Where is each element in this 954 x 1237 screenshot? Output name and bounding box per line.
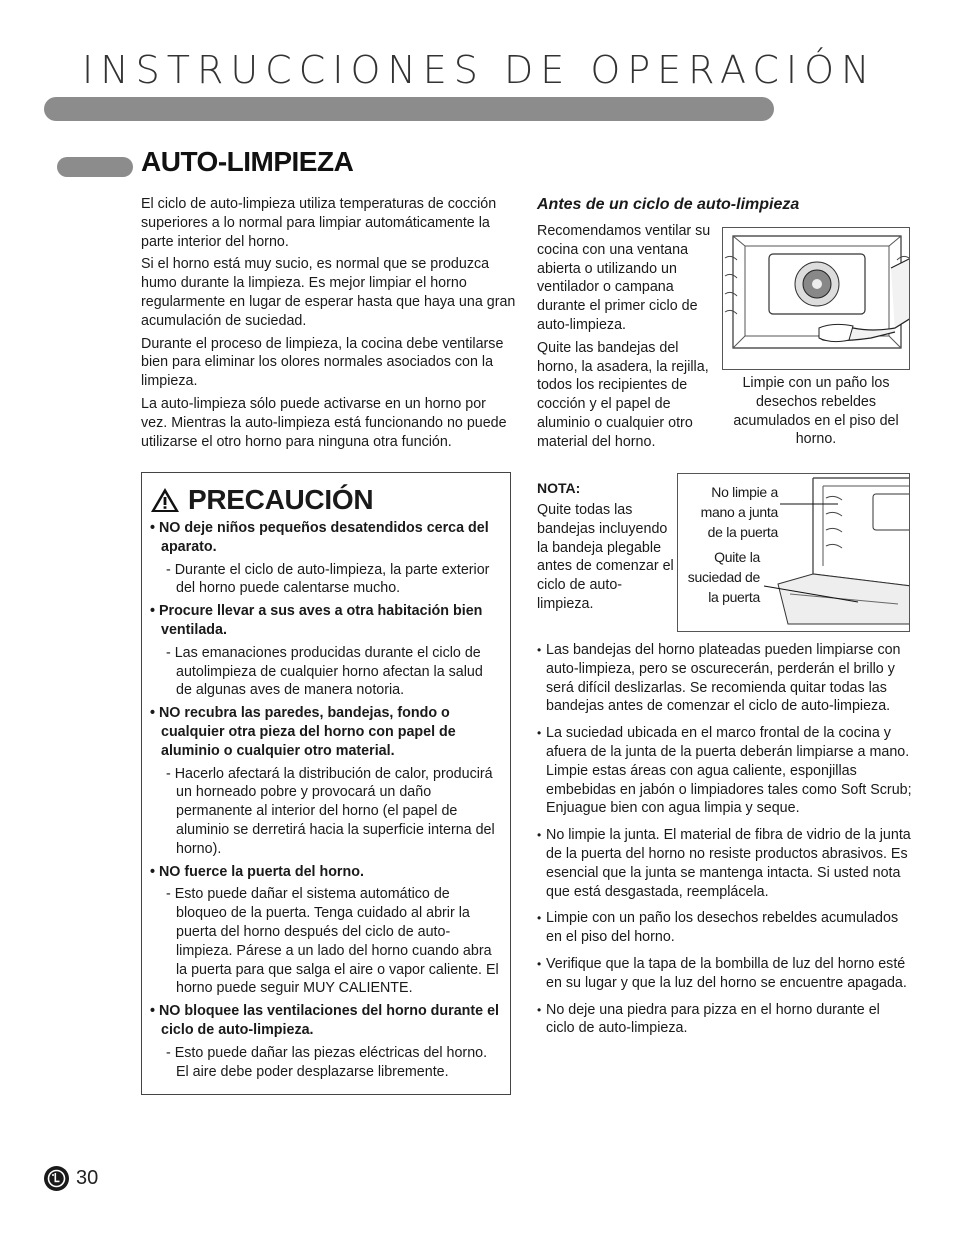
page-header-title: INSTRUCCIONES DE OPERACIÓN (82, 48, 877, 92)
caution-detail: - Hacerlo afectará la distribución de calor, producirá un horneado pobre y provocará un daño permanente al interior del horno (el papel de aluminio se derretirá hacia la superficie interna del horno). (166, 765, 495, 857)
list-item: • Las bandejas del horno plateadas pueden limpiarse con auto-limpieza, pero se oscurecerán, perderán el brillo y será difícil deslizarlas. Se recomienda quitar todas las bandejas antes de comenzar el ciclo de auto-limpieza. (537, 641, 912, 716)
caution-detail: - Durante el ciclo de auto-limpieza, la parte exterior del horno puede calentarse mucho. (166, 561, 490, 597)
caution-item: • NO fuerce la puerta del horno. (150, 863, 364, 880)
before-paragraph: Recomendamos ventilar su cocina con una ventana abierta o utilizando un ventilador o campana durante el primer ciclo de auto-limpieza. (537, 223, 711, 333)
intro-paragraph: Durante el proceso de limpieza, la cocina debe ventilarse bien para eliminar los olores normales asociados con la limpieza. (141, 335, 504, 390)
intro-paragraph: Si el horno está muy sucio, es normal que se produzca humo durante la limpieza. Es mejor limpiar el horno regularmente en lugar de esperar hasta que haya una gran acumulación de suciedad. (141, 256, 516, 329)
before-cycle-text (537, 222, 719, 456)
section-pill (57, 157, 133, 177)
before-cycle-heading: Antes de un ciclo de auto-limpieza (537, 196, 800, 213)
caution-detail: - Esto puede dañar las piezas eléctricas del horno. El aire debe poder desplazarse libremente. (166, 1044, 488, 1080)
lg-logo-icon (44, 1166, 69, 1191)
caution-item: • Procure llevar a sus aves a otra habitación bien ventilada. (150, 603, 483, 638)
caution-item: • NO deje niños pequeños desatendidos cerca del aparato. (150, 520, 489, 555)
caution-detail: - Las emanaciones producidas durante el ciclo de autolimpieza de cualquier horno afectan la salud de algunas aves de manera notoria. (166, 644, 483, 699)
list-item: • No deje una piedra para pizza en el horno durante el ciclo de auto-limpieza. (537, 1001, 912, 1039)
figure-label-gasket: No limpie a mano a junta de la puerta (700, 484, 778, 540)
header-bar (44, 97, 774, 121)
caution-detail: - Esto puede dañar el sistema automático de bloqueo de la puerta. Tenga cuidado al abrir la puerta del horno después del ciclo de auto-limpieza. Párese a un lado del horno cuando abra la puerta para que salga el aire o vapor caliente. El horno puede seguir MUY CALIENTE. (166, 886, 499, 997)
list-item: • Verifique que la tapa de la bombilla de luz del horno esté en su lugar y que la luz del horno se encuentre apagada. (537, 955, 912, 993)
note-text: Quite todas las bandejas incluyendo la bandeja plegable antes de comenzar el ciclo de auto-limpieza. (537, 502, 674, 612)
caution-item: • NO recubra las paredes, bandejas, fondo o cualquier otra pieza del horno con papel de aluminio o cualquier otro material. (150, 705, 456, 759)
list-item: • No limpie la junta. El material de fibra de vidrio de la junta de la puerta del horno no resiste productos abrasivos. Es esencial que la junta se mantenga intacta. Si usted nota que está desgastada, reemplácela. (537, 826, 912, 901)
page-number: 30 (76, 1167, 99, 1189)
section-title: AUTO-LIMPIEZA (141, 146, 354, 177)
note-label: NOTA: (537, 480, 581, 496)
list-item: • La suciedad ubicada en el marco frontal de la cocina y afuera de la junta de la puerta deberán limpiarse a mano. Limpie estas áreas con agua caliente, esponjillas embebidas en jabón o limpiadores tales como Soft Scrub; Enjuague bien con agua limpia y seque. (537, 724, 912, 818)
before-paragraph: Quite las bandejas del horno, la asadera, la rejilla, todos los recipientes de cocción y el papel de aluminio o cualquier otro material del horno. (537, 339, 709, 450)
caution-title: PRECAUCIÓN (188, 484, 374, 515)
intro-paragraph: El ciclo de auto-limpieza utiliza temperaturas de cocción superiores a lo normal para limpiar automáticamente la parte interior del horno. (141, 196, 497, 250)
warning-icon (150, 487, 180, 513)
figure-label-door-soil: Quite la suciedad de la puerta (687, 549, 760, 605)
caution-box (141, 472, 511, 1095)
page-footer (44, 1166, 98, 1191)
list-item: • Limpie con un paño los desechos rebeldes acumulados en el piso del horno. (537, 909, 912, 947)
oven-cleaning-illustration (722, 227, 910, 370)
caution-header (150, 485, 500, 515)
cleaning-tips-list (537, 641, 912, 1046)
intro-text (141, 195, 516, 455)
intro-paragraph: La auto-limpieza sólo puede activarse en un horno por vez. Mientras la auto-limpieza está funcionando no puede utilizarse el otro horno para ninguna otra función. (141, 395, 507, 450)
caution-item: • NO bloquee las ventilaciones del horno durante el ciclo de auto-limpieza. (150, 1003, 499, 1038)
figure-caption: Limpie con un paño los desechos rebeldes acumulados en el piso del horno. (733, 375, 899, 448)
